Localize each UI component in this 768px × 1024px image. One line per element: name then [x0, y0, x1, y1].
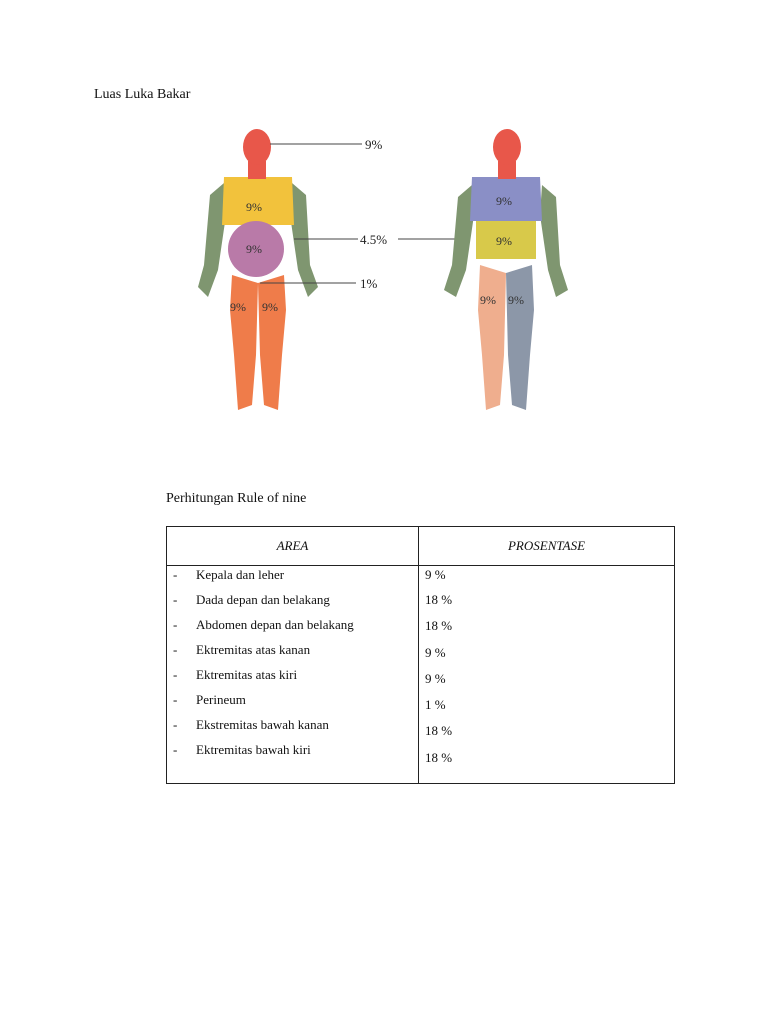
back-right-leg-label: 9%: [508, 293, 524, 307]
bullet-dash: -: [173, 567, 178, 582]
bullet-dash: -: [173, 717, 178, 732]
front-left-arm: [290, 183, 318, 297]
back-right-leg: [506, 265, 534, 410]
front-right-arm: [198, 183, 226, 297]
percent-header: PROSENTASE: [419, 527, 675, 566]
area-label: Kepala dan leher: [196, 567, 285, 582]
rule-of-nine-table: [166, 526, 675, 784]
area-label: Ektremitas atas kiri: [196, 667, 298, 682]
front-left-leg: [258, 275, 286, 410]
front-head: [243, 129, 271, 165]
percent-value: 1 %: [425, 697, 446, 713]
back-body: [444, 129, 568, 410]
area-label: Perineum: [196, 692, 246, 707]
area-label: Abdomen depan dan belakang: [196, 617, 354, 632]
front-abdomen-label: 9%: [246, 242, 262, 256]
bullet-dash: -: [173, 642, 178, 657]
percent-value: 9 %: [425, 670, 446, 686]
back-right-arm: [540, 185, 568, 297]
area-label: Ektremitas bawah kiri: [196, 742, 311, 757]
area-label: Ekstremitas bawah kanan: [196, 717, 329, 732]
section-title: Perhitungan Rule of nine: [166, 491, 307, 506]
front-body: [198, 129, 318, 410]
list-item: [167, 641, 418, 666]
front-right-leg: [230, 275, 258, 410]
body-diagram: [190, 125, 590, 420]
front-right-leg-label: 9%: [230, 300, 246, 314]
percent-list: [419, 566, 674, 783]
area-cell: [167, 566, 419, 784]
bullet-dash: -: [173, 742, 178, 757]
percent-value: 18 %: [425, 749, 453, 765]
table-header-row: [167, 527, 675, 566]
percent-value: 18 %: [425, 592, 453, 607]
table-body-row: [167, 566, 675, 784]
area-header: AREA: [167, 527, 419, 566]
percent-value: 9 %: [425, 567, 446, 582]
area-label: Ektremitas atas kanan: [196, 642, 311, 657]
list-item: [167, 666, 418, 691]
bullet-dash: -: [173, 692, 178, 707]
back-left-arm: [444, 185, 474, 297]
bullet-dash: -: [173, 617, 178, 632]
bullet-dash: -: [173, 667, 178, 682]
percent-value: 9 %: [425, 644, 446, 660]
list-item: [167, 741, 418, 766]
area-list: [167, 566, 418, 776]
callout-head: 9%: [365, 137, 383, 152]
front-chest-label: 9%: [246, 200, 262, 214]
percent-value: 18 %: [425, 618, 453, 634]
list-item: [167, 616, 418, 641]
list-item: [167, 691, 418, 716]
callout-perineum: 1%: [360, 276, 378, 291]
percent-value: 18 %: [425, 723, 453, 739]
back-left-leg: [478, 265, 506, 410]
rule-of-nines-figure: [190, 125, 590, 420]
list-item: [167, 591, 418, 616]
callout-arm: 4.5%: [360, 232, 388, 247]
back-upper-label: 9%: [496, 194, 512, 208]
back-head: [493, 129, 521, 165]
list-item: [167, 716, 418, 741]
front-left-leg-label: 9%: [262, 300, 278, 314]
bullet-dash: -: [173, 592, 178, 607]
page-title: Luas Luka Bakar: [94, 87, 191, 102]
area-label: Dada depan dan belakang: [196, 592, 330, 607]
list-item: [167, 566, 418, 591]
back-lower-label: 9%: [496, 234, 512, 248]
back-left-leg-label: 9%: [480, 293, 496, 307]
percent-cell: [419, 566, 675, 784]
